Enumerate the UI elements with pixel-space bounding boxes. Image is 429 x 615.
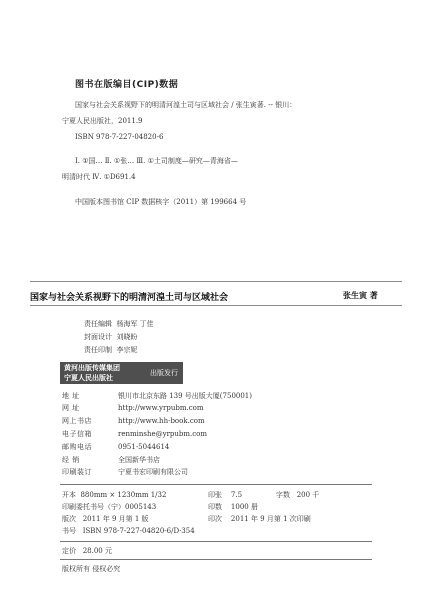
spec-row bbox=[62, 514, 149, 524]
info-label: 网上书店 bbox=[62, 417, 92, 425]
editor-label: 责任印制 bbox=[84, 346, 112, 354]
info-value: 银川市北京东路 139 号出版大厦(750001) bbox=[118, 392, 252, 400]
spec-label: 印数 bbox=[208, 503, 222, 511]
editor-row bbox=[84, 319, 154, 329]
spec-value: （宁）0005143 bbox=[104, 503, 157, 511]
publisher-action: 出版发行 bbox=[150, 369, 178, 377]
spec-row bbox=[276, 490, 319, 500]
price-row bbox=[62, 546, 112, 556]
spec-label: 书号 bbox=[62, 527, 76, 535]
spec-value: 7.5 bbox=[230, 491, 243, 499]
info-row bbox=[62, 442, 169, 452]
info-value: http://www.yrpubm.com bbox=[118, 404, 204, 412]
editor-value: 刘晓盼 bbox=[116, 333, 138, 341]
divider bbox=[30, 305, 402, 306]
editor-value: 李宗妮 bbox=[116, 346, 138, 354]
info-value: 0951-5044614 bbox=[118, 443, 170, 451]
spec-row bbox=[208, 490, 242, 500]
spec-label: 印次 bbox=[208, 515, 222, 523]
info-value: 宁夏书宏印刷有限公司 bbox=[118, 468, 188, 476]
spec-value: 1000 册 bbox=[230, 503, 258, 511]
editor-row bbox=[84, 332, 137, 342]
spec-row bbox=[208, 514, 311, 524]
cip-line: 宁夏人民出版社，2011.9 bbox=[62, 117, 143, 125]
spec-label: 开本 bbox=[62, 491, 76, 499]
info-label: 网 址 bbox=[62, 404, 80, 412]
book-title: 国家与社会关系视野下的明清河湟土司与区域社会 bbox=[30, 293, 229, 303]
cip-isbn: ISBN 978-7-227-04820-6 bbox=[75, 133, 164, 141]
cip-classification: Ⅰ. ①国… Ⅱ. ①张… Ⅲ. ①土司制度—研究—青海省— bbox=[75, 157, 238, 165]
publisher-group: 黄河出版传媒集团 bbox=[64, 363, 120, 372]
info-label: 邮购电话 bbox=[62, 443, 92, 451]
spec-label: 版次 bbox=[62, 515, 76, 523]
info-value: renminshe@yrpubm.com bbox=[118, 430, 208, 438]
info-row bbox=[62, 416, 205, 426]
info-row bbox=[62, 429, 207, 439]
price-label: 定价 bbox=[62, 547, 76, 555]
cip-classification: 明清时代 Ⅳ. ①D691.4 bbox=[62, 173, 136, 181]
info-row bbox=[62, 403, 203, 413]
info-label: 经 销 bbox=[62, 456, 80, 464]
info-label: 地 址 bbox=[62, 392, 80, 400]
cip-title: 图书在版编目(CIP)数据 bbox=[75, 80, 179, 90]
info-row bbox=[62, 467, 188, 477]
spec-label: 印刷委托书号 bbox=[62, 503, 104, 511]
info-value: http://www.hh-book.com bbox=[118, 417, 205, 425]
editor-row bbox=[84, 345, 137, 355]
spec-row bbox=[208, 502, 258, 512]
book-author: 张生寅 著 bbox=[343, 291, 378, 300]
spec-value: 2011 年 9 月第 1 版 bbox=[82, 515, 149, 523]
spec-value: ISBN 978-7-227-04820-6/D·354 bbox=[82, 527, 195, 535]
editor-label: 责任编辑 bbox=[84, 320, 112, 328]
spec-value: 2011 年 9 月第 1 次印刷 bbox=[230, 515, 311, 523]
info-label: 电子信箱 bbox=[62, 430, 92, 438]
divider bbox=[60, 541, 372, 542]
copyright-notice: 版权所有 侵权必究 bbox=[62, 565, 121, 573]
spec-row bbox=[62, 526, 195, 536]
price-value: 28.00 元 bbox=[82, 547, 112, 555]
spec-label: 印张 bbox=[208, 491, 222, 499]
spec-label: 字数 bbox=[276, 491, 290, 499]
spec-value: 200 千 bbox=[296, 491, 320, 499]
publisher-banner bbox=[60, 362, 183, 384]
spec-row bbox=[62, 490, 166, 500]
spec-row bbox=[62, 502, 156, 512]
publisher-name: 宁夏人民出版社 bbox=[64, 373, 113, 382]
info-row bbox=[62, 391, 252, 401]
divider bbox=[60, 484, 372, 485]
info-value: 全国新华书店 bbox=[118, 456, 160, 464]
cip-record-number: 中国版本图书馆 CIP 数据核字（2011）第 199664 号 bbox=[75, 198, 247, 206]
editor-label: 封面设计 bbox=[84, 333, 112, 341]
spec-value: 880mm × 1230mm 1/32 bbox=[80, 491, 167, 499]
info-row bbox=[62, 455, 160, 465]
info-label: 印刷装订 bbox=[62, 468, 92, 476]
divider bbox=[30, 281, 402, 282]
divider bbox=[60, 559, 372, 560]
cip-line: 国家与社会关系视野下的明清河湟土司与区域社会 / 张生寅著. -- 银川： bbox=[75, 101, 297, 109]
editor-value: 杨海军 丁佳 bbox=[116, 320, 154, 328]
publisher-names bbox=[64, 363, 120, 383]
